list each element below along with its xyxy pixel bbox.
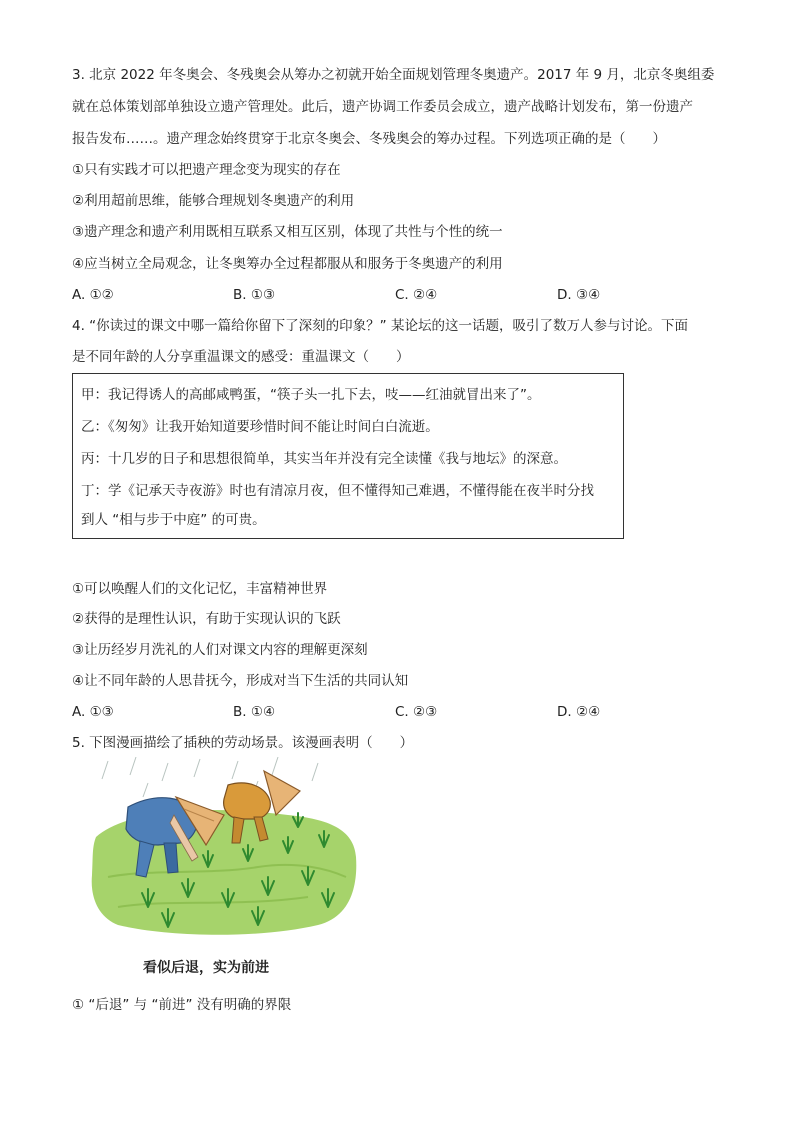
q4-statement-1: ①可以唤醒人们的文化记忆，丰富精神世界 [72,581,328,597]
q4-options [72,702,722,722]
q4-stem-line-1: 4. “你读过的课文中哪一篇给你留下了深刻的印象？” 某论坛的这一话题，吸引了数万人参与讨论。下面 [72,318,688,334]
rice-planting-cartoon [88,757,360,947]
q4-quote-box [72,373,624,539]
q4-quote-yi: 乙：《匆匆》让我开始知道要珍惜时间不能让时间白白流逝。 [81,419,439,435]
q3-options [72,285,722,305]
q4-statement-4: ④让不同年龄的人思昔抚今，形成对当下生活的共同认知 [72,673,409,689]
q4-quote-jia: 甲：我记得诱人的高邮咸鸭蛋，“筷子头一扎下去，吱——红油就冒出来了”。 [81,387,541,403]
q3-option-c[interactable]: C. ②④ [395,287,438,303]
q4-option-d[interactable]: D. ②④ [557,704,601,720]
q4-option-a[interactable]: A. ①③ [72,704,114,720]
q3-stem-line-2: 就在总体策划部单独设立遗产管理处。此后，遗产协调工作委员会成立，遗产战略计划发布，第一份遗产 [72,99,693,115]
q4-option-b[interactable]: B. ①④ [233,704,276,720]
q3-option-d[interactable]: D. ③④ [557,287,601,303]
q3-statement-3: ③遗产理念和遗产利用既相互联系又相互区别，体现了共性与个性的统一 [72,224,503,240]
cartoon-caption: 看似后退，实为前进 [143,960,269,976]
q3-statement-4: ④应当树立全局观念，让冬奥筹办全过程都服从和服务于冬奥遗产的利用 [72,256,503,272]
q4-quote-ding-2: 到人 “相与步于中庭” 的可贵。 [81,512,266,528]
q3-statement-2: ②利用超前思维，能够合理规划冬奥遗产的利用 [72,193,355,209]
q4-statement-3: ③让历经岁月洗礼的人们对课文内容的理解更深刻 [72,642,368,658]
q4-quote-ding-1: 丁：学《记承天寺夜游》时也有清凉月夜，但不懂得知己难遇，不懂得能在夜半时分找 [81,483,594,499]
q4-quote-bing: 丙：十几岁的日子和思想很简单，其实当年并没有完全读懂《我与地坛》的深意。 [81,451,567,467]
q3-statement-1: ①只有实践才可以把遗产理念变为现实的存在 [72,162,341,178]
q5-stem: 5. 下图漫画描绘了插秧的劳动场景。该漫画表明（ ） [72,735,414,751]
q3-stem-line-3: 报告发布……。遗产理念始终贯穿于北京冬奥会、冬残奥会的筹办过程。下列选项正确的是（ ） [72,131,666,147]
q5-statement-1: ① “后退” 与 “前进” 没有明确的界限 [72,997,292,1013]
q3-option-a[interactable]: A. ①② [72,287,114,303]
q4-statement-2: ②获得的是理性认识，有助于实现认识的飞跃 [72,611,341,627]
q3-stem-line-1: 3. 北京 2022 年冬奥会、冬残奥会从筹办之初就开始全面规划管理冬奥遗产。2017 年 9 月，北京冬奥组委 [72,67,715,83]
q4-stem-line-2: 是不同年龄的人分享重温课文的感受：重温课文（ ） [72,349,410,365]
q4-option-c[interactable]: C. ②③ [395,704,438,720]
q3-option-b[interactable]: B. ①③ [233,287,276,303]
